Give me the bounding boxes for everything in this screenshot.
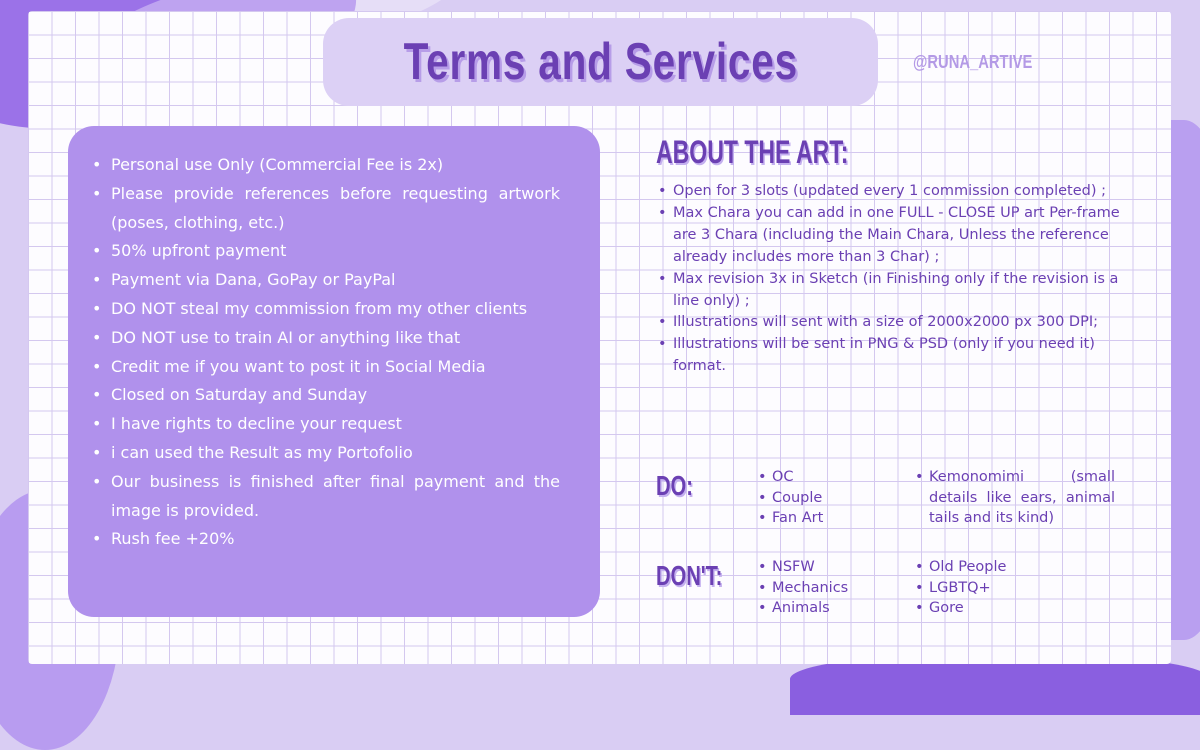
do-heading: DO: (656, 470, 693, 501)
rule-item: • DO NOT use to train AI or anything like that (90, 324, 560, 353)
about-item: • Max Chara you can add in one FULL - CLOSE UP art Per-frame are 3 Chara (including the Main Chara, Unless the reference already includes more than 3 Char) ; (656, 203, 1132, 269)
background-shape (790, 655, 1200, 715)
about-list (656, 181, 1132, 378)
rule-item: • DO NOT steal my commission from my other clients (90, 295, 560, 324)
dont-item: • Animals (758, 598, 888, 619)
dont-list (915, 557, 1065, 619)
rule-item: • I have rights to decline your request (90, 410, 560, 439)
rule-item: • Our business is finished after final payment and the image is provided. (90, 468, 560, 526)
rule-item: • Please provide references before requesting artwork (poses, clothing, etc.) (90, 180, 560, 238)
rule-item: • Credit me if you want to post it in Social Media (90, 353, 560, 382)
rules-list (90, 151, 560, 554)
about-item: • Illustrations will sent with a size of 2000x2000 px 300 DPI; (656, 312, 1132, 334)
dont-item: • Old People (915, 557, 1065, 578)
do-item: • Fan Art (758, 508, 878, 529)
rule-item: • i can used the Result as my Portofolio (90, 439, 560, 468)
rules-card (68, 126, 600, 617)
artist-handle: @RUNA_ARTIVE (913, 52, 1033, 72)
rule-item: • Personal use Only (Commercial Fee is 2x) (90, 151, 560, 180)
dont-list (758, 557, 888, 619)
rule-item: • Rush fee +20% (90, 525, 560, 554)
about-item: • Open for 3 slots (updated every 1 commission completed) ; (656, 181, 1132, 203)
do-item: • OC (758, 467, 878, 488)
dont-heading: DON'T: (656, 560, 723, 591)
dont-item: • NSFW (758, 557, 888, 578)
dont-item: • Gore (915, 598, 1065, 619)
about-heading: ABOUT THE ART: (656, 134, 849, 170)
about-item: • Max revision 3x in Sketch (in Finishing only if the revision is a line only) ; (656, 269, 1132, 313)
rule-item: • Closed on Saturday and Sunday (90, 381, 560, 410)
rule-item: • Payment via Dana, GoPay or PayPal (90, 266, 560, 295)
dont-item: • LGBTQ+ (915, 578, 1065, 599)
about-item: • Illustrations will be sent in PNG & PSD (only if you need it) format. (656, 334, 1132, 378)
rule-item: • 50% upfront payment (90, 237, 560, 266)
do-item: • Kemonomimi (small details like ears, animal tails and its kind) (915, 467, 1115, 529)
do-list (758, 467, 878, 529)
title-banner (323, 18, 878, 106)
dont-item: • Mechanics (758, 578, 888, 599)
page-title: Terms and Services (403, 33, 798, 91)
do-item: • Couple (758, 488, 878, 509)
do-list (915, 467, 1115, 529)
